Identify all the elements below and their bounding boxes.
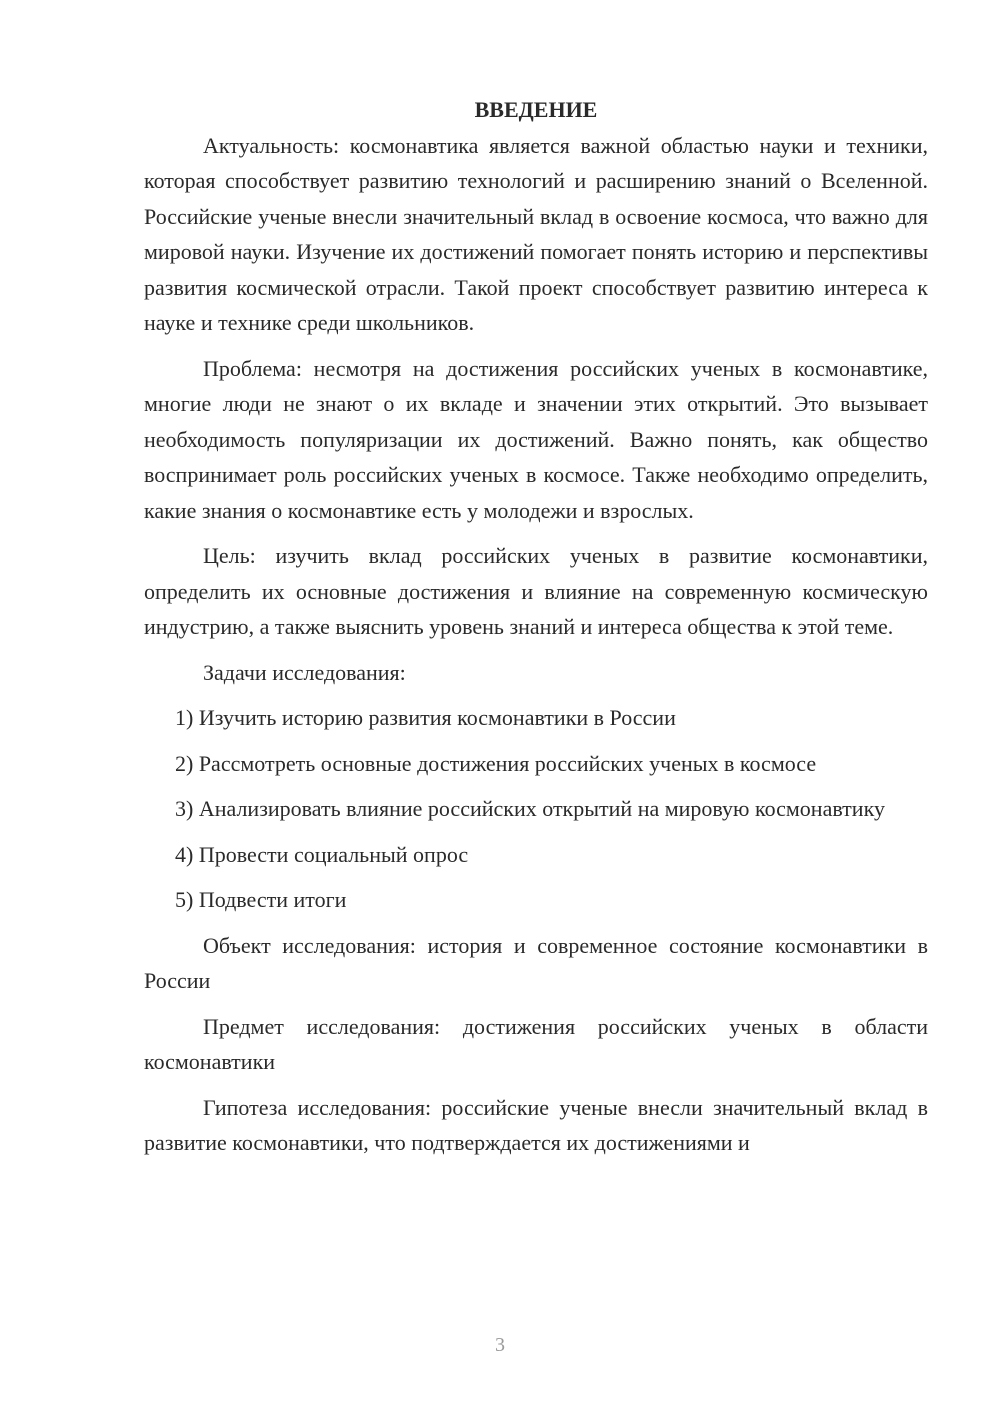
page-number: 3 <box>495 1334 505 1356</box>
section-title: ВВЕДЕНИЕ <box>474 97 598 122</box>
paragraph-object: Объект исследования: история и современное состояние космонавтики в России <box>144 932 928 993</box>
tasks-heading: Задачи исследования: <box>203 659 406 685</box>
task-item-2: 2) Рассмотреть основные достижения российских ученых в космосе <box>175 750 817 776</box>
task-item-1: 1) Изучить историю развития космонавтики в России <box>175 705 676 730</box>
task-item-5: 5) Подвести итоги <box>175 887 347 912</box>
paragraph-subject: Предмет исследования: достижения российских ученых в области космонавтики <box>144 1013 928 1074</box>
paragraph-hypothesis: Гипотеза исследования: российские ученые внесли значительный вклад в развитие космонавтики, что подтверждается их достижениями и <box>144 1094 928 1155</box>
task-item-3: 3) Анализировать влияние российских открытий на мировую космонавтику <box>175 796 885 821</box>
task-item-4: 4) Провести социальный опрос <box>175 841 469 867</box>
paragraph-relevance: Актуальность: космонавтика является важной областью науки и техники, которая способствует развитию технологий и расширению знаний о Вселенной. Российские ученые внесли значительный вклад в освоение космоса, что важно для мировой науки. Изучение их достижений помогает понять историю и перспективы развития космической отрасли. Такой проект способствует развитию интереса к науке и технике среди школьников. <box>144 132 928 335</box>
page-content <box>144 92 928 1161</box>
paragraph-goal: Цель: изучить вклад российских ученых в развитие космонавтики, определить их основные достижения и влияние на современную космическую индустрию, а также выяснить уровень знаний и интереса общества к этой теме. <box>144 543 928 639</box>
paragraph-problem: Проблема: несмотря на достижения российских ученых в космонавтике, многие люди не знают о их вкладе и значении этих открытий. Это вызывает необходимость популяризации их достижений. Важно понять, как общество воспринимает роль российских ученых в космосе. Также необходимо определить, какие знания о космонавтике есть у молодежи и взрослых. <box>144 355 928 523</box>
